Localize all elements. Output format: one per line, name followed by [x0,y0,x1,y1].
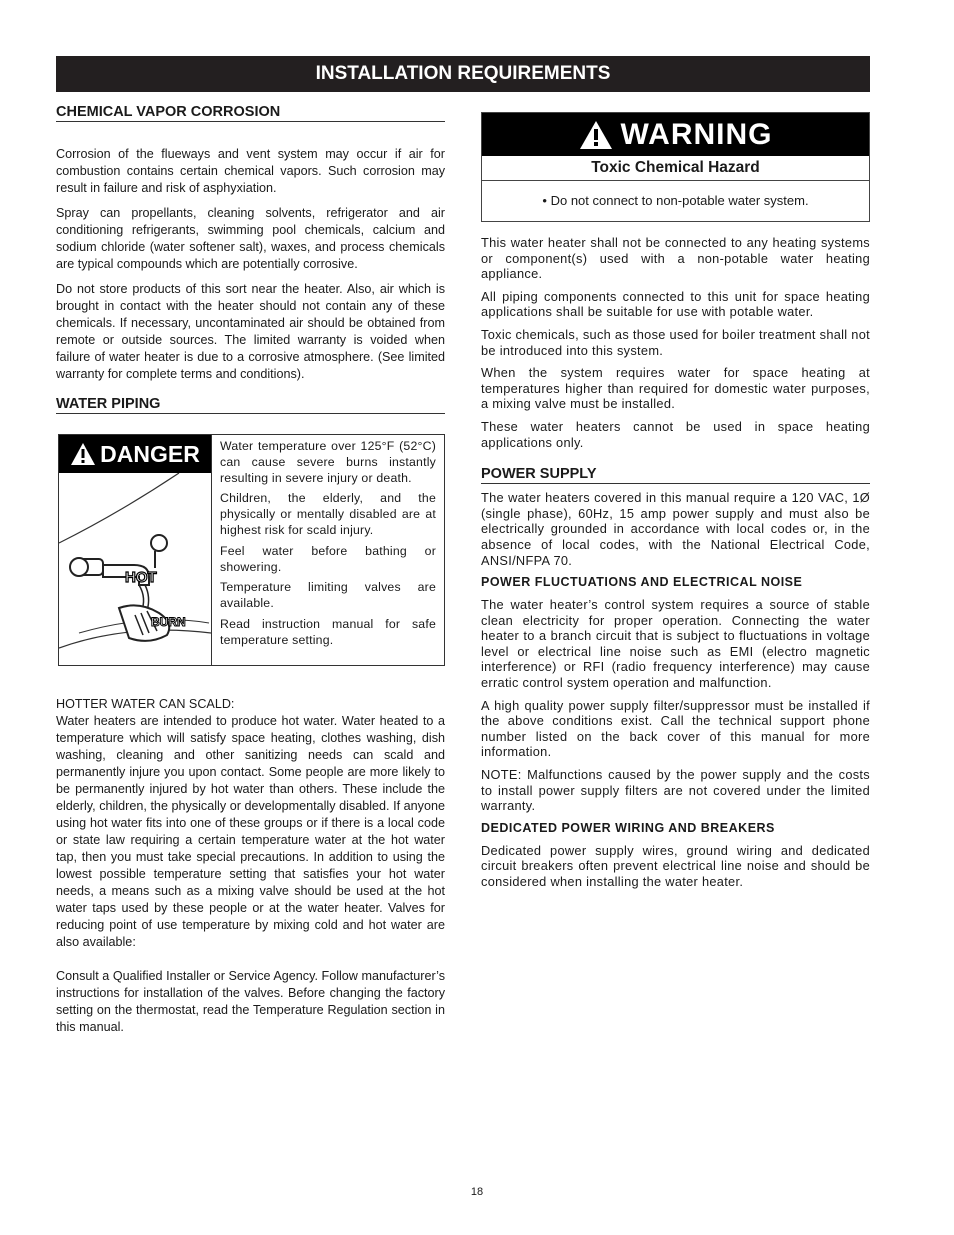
warning-title: WARNING [620,117,773,151]
danger-alert-icon [70,442,96,466]
danger-left-panel [59,435,212,665]
right-paragraph-2: All piping components connected to this unit for space heating applications shall be suitable for use with potable water. [481,288,870,320]
warning-alert-icon [579,120,613,150]
power-supply-heading: POWER SUPPLY [481,466,870,484]
hot-label: HOT [125,569,157,586]
faucet-burn-icon [59,473,211,663]
danger-box [58,434,445,666]
water-piping-heading: WATER PIPING [56,396,445,414]
power-fluctuations-heading: POWER FLUCTUATIONS AND ELECTRICAL NOISE [481,575,803,590]
right-paragraph-1: This water heater shall not be connected to any heating systems or component(s) used with a non-potable water heating appliance. [481,235,870,282]
scald-paragraph-1: Water heaters are intended to produce hot water. Water heated to a temperature which will satisfy space heating, clothes washing, dish washing, cleaning and other sanitizing needs can scald and permanently injure you upon contact. Some people are more likely to be permanently injured by hot water than others. These include the elderly, children, the physically or developmentally disabled. If anyone using hot water fits into one of these groups or if there is a local code or state law requiring a certain temperature water at the hot water tap, then you must take special precautions. In addition to using the lowest possible temperature setting that satisfies your hot water needs, a means such as a mixing valve should be used at the hot water taps used by these people or at the water heater. Valves for reducing point of use temperature by mixing cold and hot water are also available: [56,714,445,949]
power-note [481,767,870,814]
warning-subtitle: Toxic Chemical Hazard [482,156,869,181]
note-text: Malfunctions caused by the power supply and the costs to install power supply filters are not covered under the limited warranty. [481,767,870,814]
scald-heading: HOTTER WATER CAN SCALD: [56,697,235,711]
chemical-paragraph-1: Corrosion of the flueways and vent system may occur if air for combustion contains certain chemical vapors. Such corrosion may result in failure and risk of asphyxiation. [56,147,445,195]
danger-item-1: Water temperature over 125°F (52°C) can cause severe burns instantly resulting in severe injury or death. [220,439,436,485]
danger-item-4: Temperature limiting valves are available. [220,580,436,611]
power-paragraph-2: The water heater’s control system requires a source of stable clean electricity for proper operation. Connecting the water heater to a branch circuit that is subject to fluctuations in voltage level or electrical line noise such as EMI (electro magnetic interference) or RFI (radio frequency interference) may cause erratic control system operation and malfunction. [481,597,870,691]
power-paragraph-4: Dedicated power supply wires, ground wiring and dedicated circuit breakers often prevent electrical line noise and should be considered when installing the water heater. [481,842,870,889]
power-paragraph-1: The water heaters covered in this manual require a 120 VAC, 1Ø (single phase), 60Hz, 15 amp power supply and must also be electrically grounded in accordance with local codes or, in the absence of local codes, with the National Electrical Code, ANSI/NFPA 70. [481,490,870,568]
dedicated-wiring-heading: DEDICATED POWER WIRING AND BREAKERS [481,820,775,835]
danger-item-2: Children, the elderly, and the physically or mentally disabled are at highest risk for scald injury. [220,491,436,537]
burn-label: BURN [151,615,186,629]
right-paragraph-3: Toxic chemicals, such as those used for boiler treatment shall not be introduced into this system. [481,326,870,358]
scald-section [56,696,445,1036]
right-paragraph-5: These water heaters cannot be used in space heating applications only. [481,418,870,450]
scald-paragraph-2: Consult a Qualified Installer or Service Agency. Follow manufacturer’s instructions for installation of the valves. Before changing the factory setting on the thermostat, read the Temperature Regulation section in this manual. [56,969,445,1034]
warning-header [482,113,869,156]
chemical-paragraph-2: Spray can propellants, cleaning solvents, refrigerator and air conditioning refrigerants, swimming pool chemicals, calcium and sodium chloride (water softener salt), waxes, and process chemicals are typical compounds which are potentially corrosive. [56,206,445,271]
page-number: 18 [470,1186,484,1198]
danger-title: DANGER [100,440,200,467]
page-banner: INSTALLATION REQUIREMENTS [56,56,870,92]
right-column [481,112,870,897]
danger-header [59,435,211,473]
warning-item: • Do not connect to non-potable water system. [542,193,809,208]
right-paragraph-4: When the system requires water for space heating at temperatures higher than required for domestic water purposes, a mixing valve must be installed. [481,365,870,412]
chemical-paragraph-3: Do not store products of this sort near the heater. Also, air which is brought in contact with the heater should not contain any of these chemicals. If necessary, uncontaminated air should be obtained from remote or outside sources. The limited warranty is voided when failure of water heater is due to a corrosive atmosphere. (See limited warranty for complete terms and conditions). [56,282,445,381]
warning-box [481,112,870,222]
danger-text-panel [212,435,444,665]
note-label: NOTE: [481,767,522,783]
chemical-heading: CHEMICAL VAPOR CORROSION [56,104,445,122]
danger-item-3: Feel water before bathing or showering. [220,543,436,574]
left-column [56,104,445,1034]
danger-item-5: Read instruction manual for safe temperature setting. [220,616,436,647]
power-paragraph-3: A high quality power supply filter/suppressor must be installed if the above conditions exist. Call the technical support phone number listed on the back cover of this manual for more information. [481,697,870,760]
